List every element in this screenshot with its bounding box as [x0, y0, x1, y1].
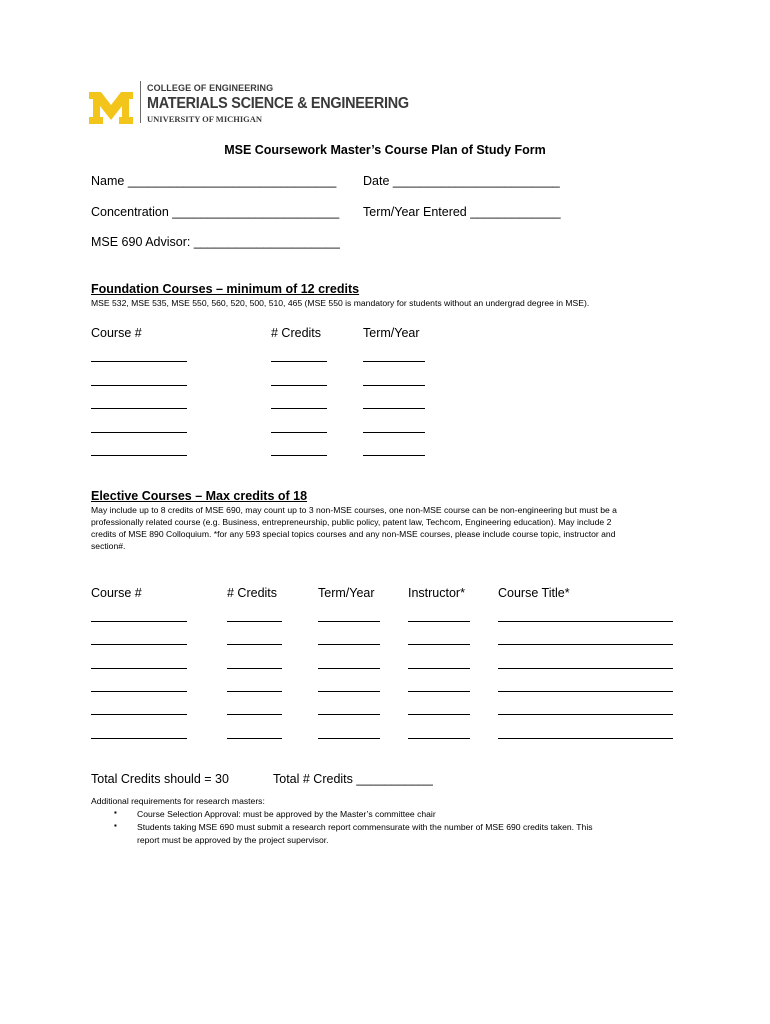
elective-instructor-line[interactable] — [408, 691, 470, 692]
elective-instructor-line[interactable] — [408, 668, 470, 669]
elective-term-line[interactable] — [318, 668, 380, 669]
foundation-note: MSE 532, MSE 535, MSE 550, 560, 520, 500, 510, 465 (MSE 550 is mandatory for students without an undergrad degree in MSE). — [91, 298, 590, 308]
foundation-term-line[interactable] — [363, 432, 425, 433]
elective-col-term: Term/Year — [318, 586, 375, 600]
concentration-field[interactable]: Concentration ________________________ — [91, 205, 340, 219]
elective-term-line[interactable] — [318, 644, 380, 645]
elective-instructor-line[interactable] — [408, 738, 470, 739]
elective-title-line[interactable] — [498, 668, 673, 669]
elective-title-line[interactable] — [498, 691, 673, 692]
name-field[interactable]: Name ______________________________ — [91, 174, 337, 188]
advisor-field[interactable]: MSE 690 Advisor: _____________________ — [91, 235, 340, 249]
logo-divider — [140, 81, 141, 123]
elective-instructor-line[interactable] — [408, 644, 470, 645]
additional-heading: Additional requirements for research masters: — [91, 796, 265, 806]
foundation-col-course: Course # — [91, 326, 142, 340]
elective-credits-line[interactable] — [227, 714, 282, 715]
elective-col-title: Course Title* — [498, 586, 570, 600]
elective-col-credits: # Credits — [227, 586, 278, 600]
elective-credits-line[interactable] — [227, 621, 282, 622]
foundation-credits-line[interactable] — [271, 432, 327, 433]
elective-note-line-3: credits of MSE 890 Colloquium. *for any 593 special topics courses and any non-MSE courses, please include course topic, instructor and — [91, 529, 616, 539]
foundation-course-line[interactable] — [91, 455, 187, 456]
logo-university-text: UNIVERSITY OF MICHIGAN — [147, 114, 263, 124]
elective-note-line-2: professionally related course (e.g. Business, entrepreneurship, public policy, patent law, Techcom, Engineering education). May include 2 — [91, 517, 612, 527]
additional-bullet-2: Students taking MSE 690 must submit a research report commensurate with the number of MSE 690 credits taken. This — [137, 822, 593, 832]
foundation-col-term: Term/Year — [363, 326, 420, 340]
elective-instructor-line[interactable] — [408, 621, 470, 622]
elective-credits-line[interactable] — [227, 691, 282, 692]
elective-note-line-4: section#. — [91, 541, 126, 551]
foundation-course-line[interactable] — [91, 432, 187, 433]
bullet-icon: ▪ — [114, 821, 117, 830]
elective-heading: Elective Courses – Max credits of 18 — [91, 489, 308, 503]
foundation-term-line[interactable] — [363, 361, 425, 362]
foundation-col-credits: # Credits — [271, 326, 322, 340]
university-block-m-logo — [89, 92, 133, 124]
foundation-term-line[interactable] — [363, 385, 425, 386]
elective-term-line[interactable] — [318, 691, 380, 692]
elective-course-line[interactable] — [91, 621, 187, 622]
elective-instructor-line[interactable] — [408, 714, 470, 715]
date-field[interactable]: Date ________________________ — [363, 174, 560, 188]
logo-department-text: MATERIALS SCIENCE & ENGINEERING — [147, 95, 409, 112]
elective-course-line[interactable] — [91, 691, 187, 692]
elective-note-line-1: May include up to 8 credits of MSE 690, may count up to 3 non-MSE courses, one non-MSE course can be non-engineering but must be a — [91, 505, 617, 515]
bullet-icon: ▪ — [114, 808, 117, 817]
additional-bullet-2-continuation: report must be approved by the project supervisor. — [137, 835, 329, 845]
elective-term-line[interactable] — [318, 621, 380, 622]
elective-title-line[interactable] — [498, 621, 673, 622]
elective-term-line[interactable] — [318, 738, 380, 739]
term-year-entered-field[interactable]: Term/Year Entered _____________ — [363, 205, 561, 219]
elective-course-line[interactable] — [91, 644, 187, 645]
elective-course-line[interactable] — [91, 668, 187, 669]
elective-col-instructor: Instructor* — [408, 586, 465, 600]
elective-credits-line[interactable] — [227, 644, 282, 645]
elective-title-line[interactable] — [498, 644, 673, 645]
total-credits-field[interactable]: Total # Credits ___________ — [273, 772, 433, 786]
form-title: MSE Coursework Master’s Course Plan of Study Form — [224, 143, 546, 157]
foundation-course-line[interactable] — [91, 408, 187, 409]
elective-term-line[interactable] — [318, 714, 380, 715]
foundation-credits-line[interactable] — [271, 408, 327, 409]
foundation-term-line[interactable] — [363, 408, 425, 409]
elective-title-line[interactable] — [498, 714, 673, 715]
foundation-credits-line[interactable] — [271, 361, 327, 362]
foundation-heading: Foundation Courses – minimum of 12 credits — [91, 282, 360, 296]
foundation-term-line[interactable] — [363, 455, 425, 456]
foundation-credits-line[interactable] — [271, 385, 327, 386]
elective-credits-line[interactable] — [227, 738, 282, 739]
total-credits-should: Total Credits should = 30 — [91, 772, 229, 786]
elective-course-line[interactable] — [91, 738, 187, 739]
logo-college-text: COLLEGE OF ENGINEERING — [147, 83, 274, 93]
foundation-credits-line[interactable] — [271, 455, 327, 456]
foundation-course-line[interactable] — [91, 361, 187, 362]
elective-title-line[interactable] — [498, 738, 673, 739]
additional-bullet-1: Course Selection Approval: must be approved by the Master’s committee chair — [137, 809, 436, 819]
elective-credits-line[interactable] — [227, 668, 282, 669]
elective-course-line[interactable] — [91, 714, 187, 715]
elective-col-course: Course # — [91, 586, 142, 600]
foundation-course-line[interactable] — [91, 385, 187, 386]
